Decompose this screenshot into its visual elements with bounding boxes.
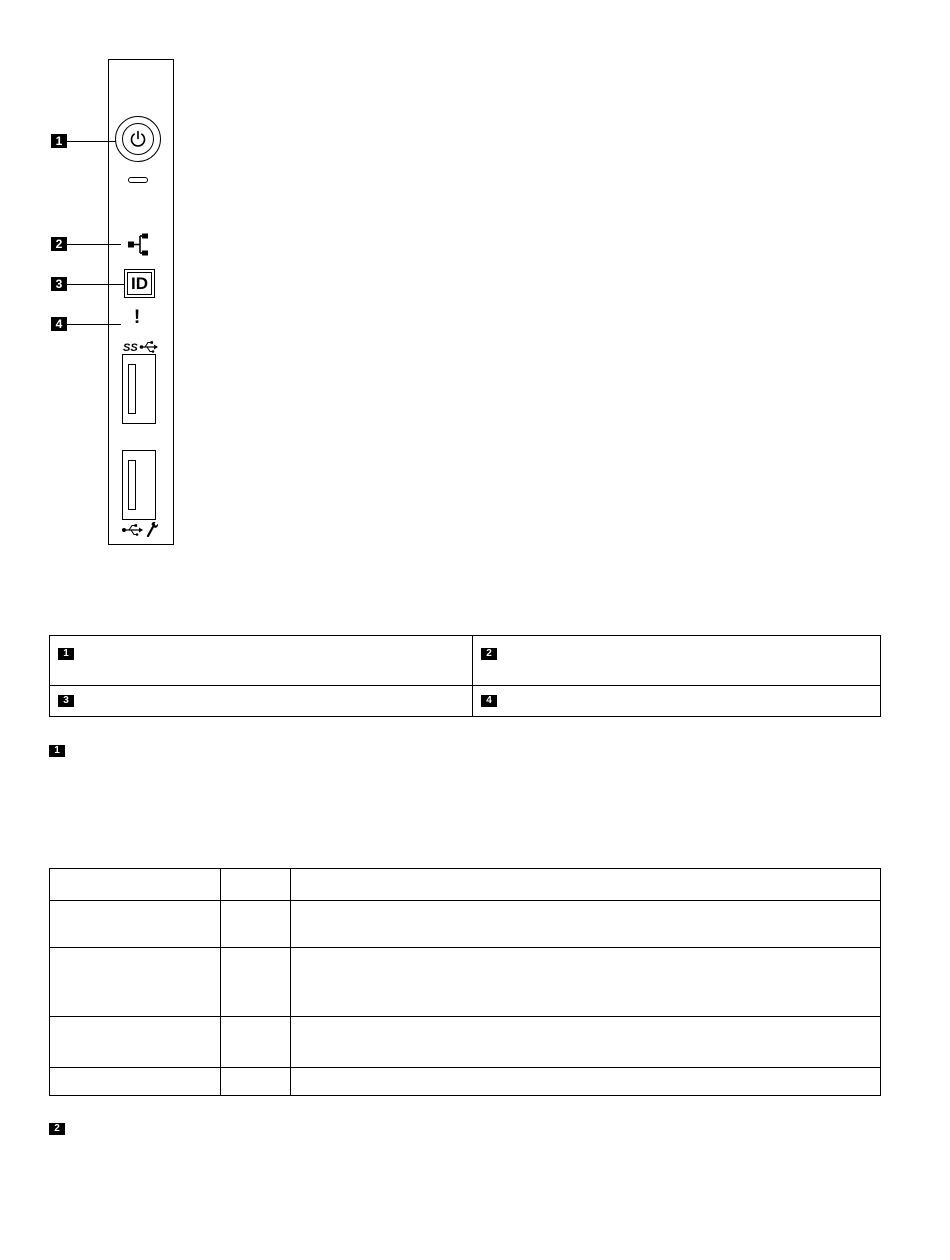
section-1-badge: 1 — [49, 745, 65, 757]
callout-table-row — [50, 636, 881, 686]
table-cell — [291, 901, 881, 948]
callout-text-1 — [74, 646, 80, 661]
table-cell — [50, 1017, 221, 1068]
status-table-header-cell — [221, 869, 291, 901]
callout-table-cell — [50, 636, 473, 686]
table-row — [50, 901, 881, 948]
callout-3: 3 — [51, 277, 67, 291]
callout-4: 4 — [51, 317, 67, 331]
system-id-icon: ID — [127, 272, 152, 295]
table-cell — [291, 1017, 881, 1068]
usb-management-port-slot — [128, 460, 136, 510]
table-cell — [50, 948, 221, 1017]
usb-management-icon — [121, 521, 161, 537]
network-activity-icon — [127, 233, 151, 257]
power-icon — [128, 129, 148, 149]
status-table-header-row — [50, 869, 881, 901]
callout-2-leader — [67, 244, 121, 245]
status-table-header-cell — [291, 869, 881, 901]
section-1-heading — [49, 742, 71, 760]
callout-1: 1 — [51, 134, 67, 148]
table-cell — [221, 1068, 291, 1096]
power-status-led — [128, 177, 148, 183]
status-table — [49, 868, 881, 1096]
table-cell — [221, 1017, 291, 1068]
callout-4-leader — [67, 324, 121, 325]
table-cell — [291, 1068, 881, 1096]
usb3-superspeed-icon — [123, 339, 159, 355]
system-error-icon: ! — [133, 307, 141, 328]
callout-table-cell — [473, 686, 881, 717]
status-table-header-cell — [50, 869, 221, 901]
callout-badge-4: 4 — [481, 695, 497, 707]
table-cell — [50, 1068, 221, 1096]
callout-3-leader — [67, 284, 124, 285]
callout-table — [49, 635, 881, 717]
callout-badge-2: 2 — [481, 648, 497, 660]
svg-text:SS: SS — [123, 342, 138, 354]
table-row — [50, 948, 881, 1017]
callout-badge-1: 1 — [58, 648, 74, 660]
callout-table-cell — [50, 686, 473, 717]
section-2-heading — [49, 1120, 71, 1138]
table-cell — [221, 948, 291, 1017]
table-row — [50, 1068, 881, 1096]
callout-text-2 — [497, 646, 503, 661]
table-cell — [221, 901, 291, 948]
callout-badge-3: 3 — [58, 695, 74, 707]
table-cell — [291, 948, 881, 1017]
callout-text-4 — [497, 693, 503, 708]
table-row — [50, 1017, 881, 1068]
callout-table-row — [50, 686, 881, 717]
callout-text-3 — [74, 693, 80, 708]
section-2-badge: 2 — [49, 1123, 65, 1135]
section-1-text — [65, 743, 71, 758]
callout-table-cell — [473, 636, 881, 686]
callout-2: 2 — [51, 237, 67, 251]
section-2-text — [65, 1121, 71, 1136]
usb3-port-slot — [128, 364, 136, 414]
table-cell — [50, 901, 221, 948]
